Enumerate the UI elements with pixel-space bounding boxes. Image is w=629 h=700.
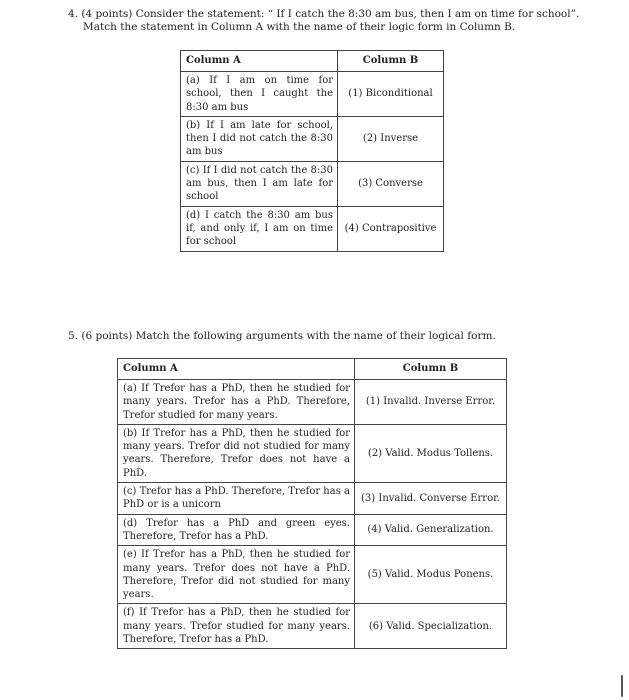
column-b-cell: (4) Contrapositive — [338, 206, 444, 251]
table-header-row — [181, 51, 444, 72]
table-header-row — [118, 359, 507, 380]
question-4-matching-table — [180, 50, 444, 252]
column-b-cell: (1) Invalid. Inverse Error. — [355, 380, 507, 425]
question-5-matching-table — [117, 358, 507, 649]
column-a-header: Column A — [118, 359, 355, 380]
table-row — [181, 161, 444, 206]
column-a-cell: (d) I catch the 8:30 am bus if, and only if, I am on time for school — [181, 206, 338, 251]
question-4-prompt — [68, 8, 588, 34]
column-a-cell: (a) If Trefor has a PhD, then he studied for many years. Trefor has a PhD. Therefore, Trefor studied for many years. — [118, 380, 355, 425]
table-row — [118, 483, 507, 515]
column-b-cell: (1) Biconditional — [338, 72, 444, 117]
column-b-cell: (4) Valid. Generalization. — [355, 514, 507, 546]
column-b-cell: (2) Inverse — [338, 116, 444, 161]
table-row — [181, 116, 444, 161]
column-a-cell: (d) Trefor has a PhD and green eyes. Therefore, Trefor has a PhD. — [118, 514, 355, 546]
column-a-cell: (e) If Trefor has a PhD, then he studied for many years. Trefor does not have a PhD. Therefore, Trefor did not studied for many years. — [118, 546, 355, 604]
column-b-header: Column B — [338, 51, 444, 72]
table-row — [181, 72, 444, 117]
column-b-header: Column B — [355, 359, 507, 380]
table-row — [181, 206, 444, 251]
column-b-cell: (3) Converse — [338, 161, 444, 206]
column-a-cell: (b) If Trefor has a PhD, then he studied for many years. Trefor did not studied for many years. Therefore, Trefor does not have a PhD. — [118, 424, 355, 482]
column-a-cell: (b) If I am late for school, then I did not catch the 8:30 am bus — [181, 116, 338, 161]
column-b-cell: (2) Valid. Modus Tollens. — [355, 424, 507, 482]
column-b-cell: (6) Valid. Specialization. — [355, 604, 507, 649]
table-row — [118, 546, 507, 604]
column-a-header: Column A — [181, 51, 338, 72]
column-b-cell: (5) Valid. Modus Ponens. — [355, 546, 507, 604]
column-a-cell: (c) Trefor has a PhD. Therefore, Trefor has a PhD or is a unicorn — [118, 483, 355, 515]
question-4-line-2: Match the statement in Column A with the name of their logic form in Column B. — [83, 21, 516, 33]
column-a-cell: (c) If I did not catch the 8:30 am bus, then I am late for school — [181, 161, 338, 206]
column-a-cell: (f) If Trefor has a PhD, then he studied for many years. Trefor studied for many years. Therefore, Trefor has a PhD. — [118, 604, 355, 649]
column-a-cell: (a) If I am on time for school, then I caught the 8:30 am bus — [181, 72, 338, 117]
question-4-line-1: 4. (4 points) Consider the statement: “ If I catch the 8:30 am bus, then I am on time for school”. — [68, 8, 580, 20]
table-row — [118, 380, 507, 425]
table-row — [118, 424, 507, 482]
question-5-prompt — [68, 330, 588, 343]
table-row — [118, 604, 507, 649]
column-b-cell: (3) Invalid. Converse Error. — [355, 483, 507, 515]
table-row — [118, 514, 507, 546]
question-5-line-1: 5. (6 points) Match the following arguments with the name of their logical form. — [68, 330, 496, 342]
scrollbar-thumb[interactable] — [621, 675, 623, 697]
